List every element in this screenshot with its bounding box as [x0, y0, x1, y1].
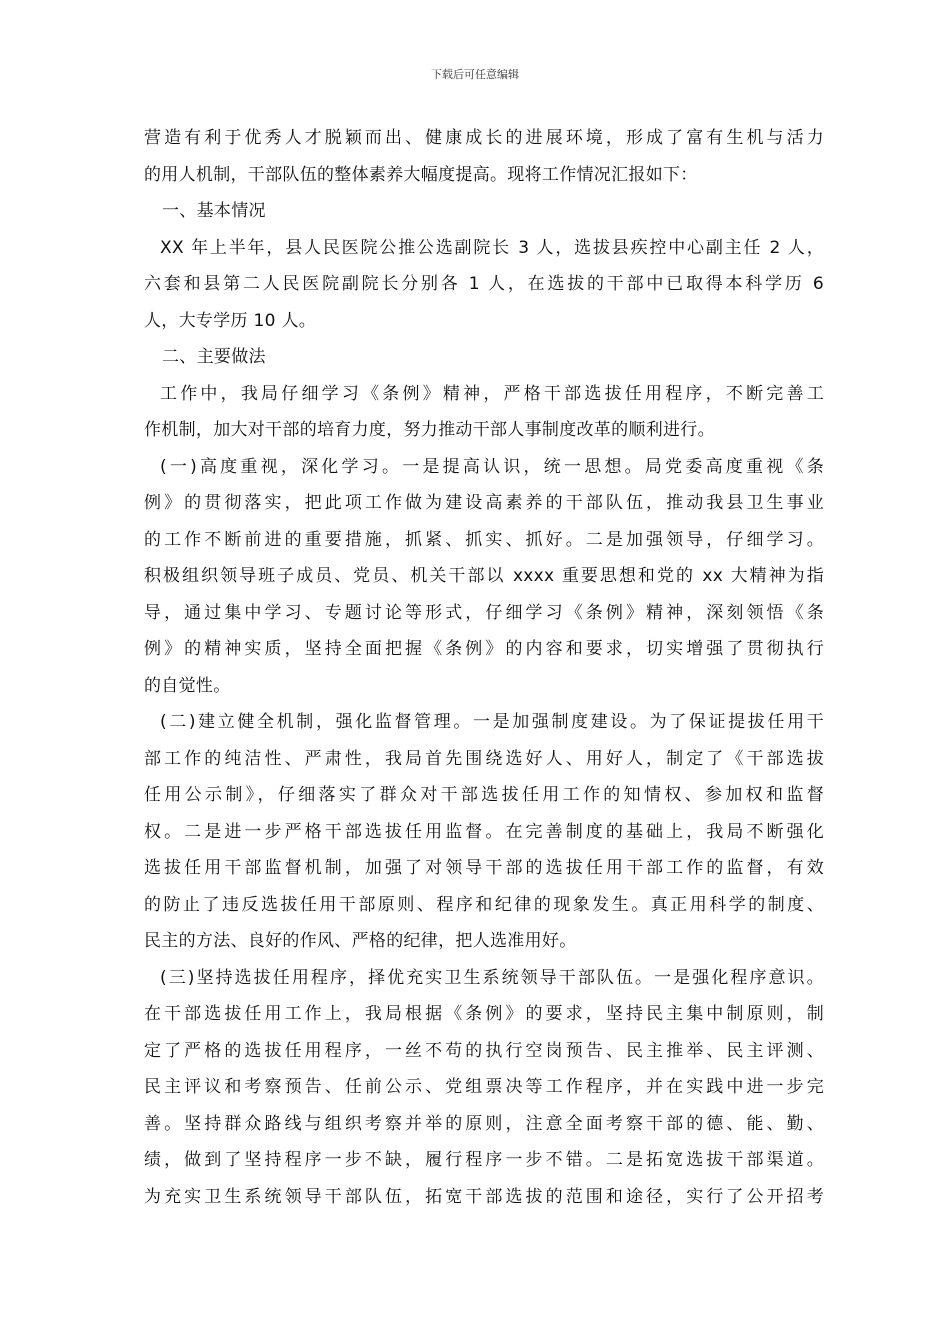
text-line: (二)建立健全机制，强化监督管理。一是加强制度建设。为了保证提拔任用干 [160, 712, 824, 732]
text-line: 一、基本情况 [162, 201, 266, 221]
text-line: 选拔任用干部监督机制，加强了对领导干部的选拔任用干部工作的监督，有效 [144, 858, 824, 878]
text-line: 权。二是进一步严格干部选拔任用监督。在完善制度的基础上，我局不断强化 [144, 821, 824, 842]
text-line: 例》的贯彻落实，把此项工作做为建设高素养的干部队伍，推动我县卫生事业 [144, 493, 824, 513]
text-line: 六套和县第二人民医院副院长分别各 1 人，在选拔的干部中已取得本科学历 6 [144, 274, 824, 294]
text-line: 善。坚持群众路线与组织考察并举的原则，注意全面考察干部的德、能、勤、 [144, 1113, 824, 1134]
text-line: 导，通过集中学习、专题讨论等形式，仔细学习《条例》精神，深刻领悟《条 [144, 602, 824, 623]
text-line: 在干部选拔任用工作上，我局根据《条例》的要求，坚持民主集中制原则，制 [144, 1004, 824, 1024]
text-line: 的工作不断前进的重要措施，抓紧、抓实、抓好。二是加强领导，仔细学习。 [144, 529, 824, 550]
text-line: 为充实卫生系统领导干部队伍，拓宽干部选拔的范围和途径，实行了公开招考 [144, 1186, 824, 1207]
text-line: 二、主要做法 [162, 347, 266, 367]
text-line: 例》的精神实质，坚持全面把握《条例》的内容和要求，切实增强了贯彻执行 [144, 639, 824, 659]
text-line: 定了严格的选拔任用程序，一丝不苟的执行空岗预告、民主推举、民主评测、 [144, 1040, 824, 1061]
text-line: (三)坚持选拔任用程序，择优充实卫生系统领导干部队伍。一是强化程序意识。 [160, 967, 824, 988]
text-line: XX 年上半年，县人民医院公推公选副院长 3 人，选拔县疾控中心副主任 2 人， [160, 237, 824, 258]
text-line: (一)高度重视，深化学习。一是提高认识，统一思想。局党委高度重视《条 [160, 456, 824, 477]
page-header: 下载后可任意编辑 [431, 68, 519, 81]
text-line: 营造有利于优秀人才脱颖而出、健康成长的进展环境，形成了富有生机与活力 [144, 128, 824, 148]
text-line: 的防止了违反选拔任用干部原则、程序和纪律的现象发生。真正用科学的制度、 [144, 894, 824, 915]
text-line: 部工作的纯洁性、严肃性，我局首先围绕选好人、用好人，制定了《干部选拔 [144, 748, 824, 769]
text-line: 绩，做到了坚持程序一步不缺，履行程序一步不错。二是拓宽选拔干部渠道。 [144, 1150, 824, 1170]
text-line: 的用人机制，干部队伍的整体素养大幅度提高。现将工作情况汇报如下： [144, 164, 698, 185]
document-body [144, 120, 824, 1215]
text-line: 任用公示制》，仔细落实了群众对干部选拔任用工作的知情权、参加权和监督 [144, 785, 824, 805]
text-line: 民主评议和考察预告、任前公示、党组票决等工作程序，并在实践中进一步完 [144, 1077, 824, 1097]
text-line: 民主的方法、良好的作风、严格的纪律，把人选准用好。 [144, 931, 577, 951]
text-line: 的自觉性。 [144, 675, 231, 696]
text-line: 积极组织领导班子成员、党员、机关干部以 xxxx 重要思想和党的 xx 大精神为指 [144, 566, 824, 586]
text-line: 作机制，加大对干部的培育力度，努力推动干部人事制度改革的顺利进行。 [144, 420, 715, 440]
text-line: 人，大专学历 10 人。 [144, 310, 317, 331]
text-line: 工作中，我局仔细学习《条例》精神，严格干部选拔任用程序，不断完善工 [160, 383, 824, 404]
